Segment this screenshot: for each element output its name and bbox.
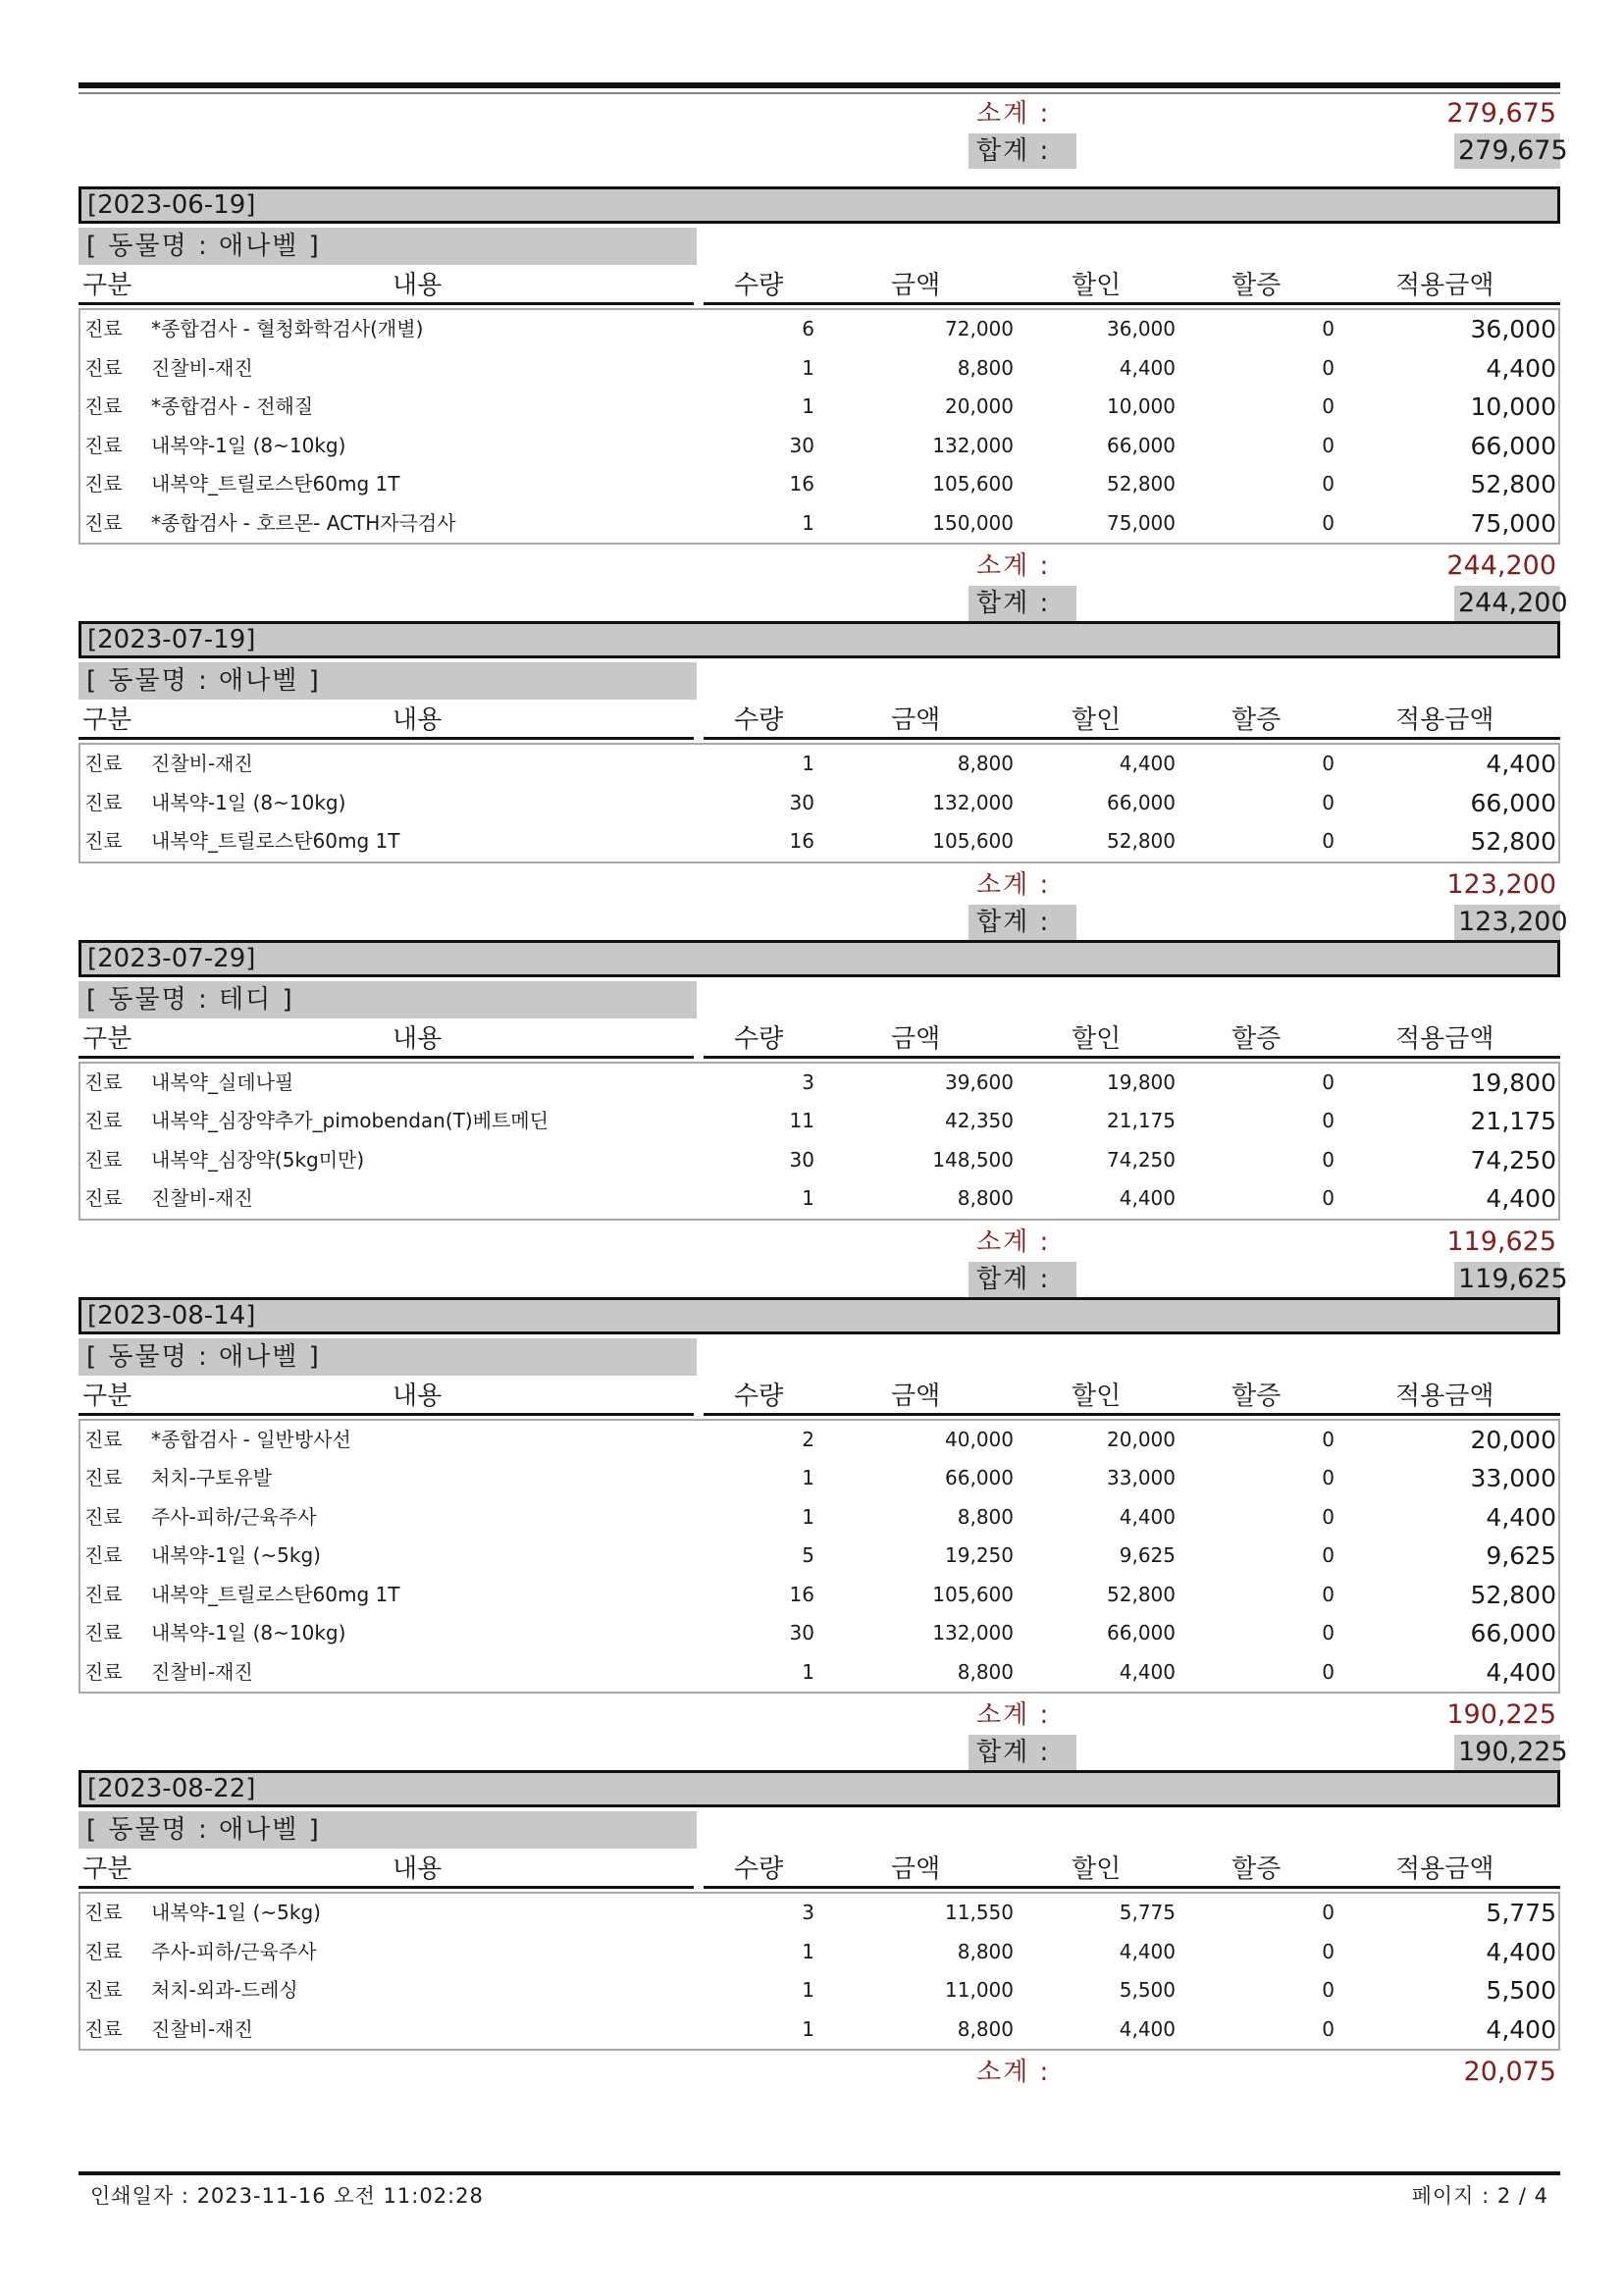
item-description: 주사-피하/근육주사	[151, 1939, 317, 1963]
item-quantity: 1	[802, 1659, 814, 1684]
item-surcharge: 0	[1322, 829, 1335, 853]
item-category: 진료	[84, 829, 123, 853]
item-description: 진찰비-재진	[151, 2016, 253, 2041]
header-applied: 적용금액	[1395, 271, 1494, 300]
header-amount: 금액	[891, 1023, 941, 1054]
item-quantity: 30	[789, 790, 814, 814]
header-discount: 할인	[1072, 705, 1122, 735]
item-discount: 4,400	[1119, 2016, 1176, 2041]
item-amount: 132,000	[932, 1621, 1014, 1644]
item-discount: 52,800	[1107, 472, 1176, 496]
item-amount: 8,800	[957, 1504, 1014, 1529]
header-applied: 적용금액	[1395, 705, 1494, 735]
section-totals	[79, 2051, 1560, 2092]
item-surcharge: 0	[1322, 752, 1335, 775]
item-surcharge: 0	[1322, 472, 1335, 496]
visit-section	[79, 1770, 1560, 2092]
header-rule	[79, 302, 694, 305]
table-row	[80, 784, 1558, 823]
item-description: 내복약_심장약(5kg미만)	[151, 1147, 365, 1172]
item-description: 처치-구토유발	[151, 1466, 273, 1489]
item-table	[79, 1892, 1560, 2051]
item-description: *종합검사 - 호르몬- ACTH자극검사	[151, 510, 456, 535]
visit-section	[79, 1297, 1568, 1773]
header-content: 내용	[393, 271, 443, 300]
table-row	[80, 310, 1558, 349]
item-discount: 4,400	[1119, 1504, 1176, 1529]
item-category: 진료	[84, 1582, 123, 1606]
table-row	[80, 1576, 1558, 1615]
item-surcharge: 0	[1322, 1901, 1335, 1924]
item-quantity: 6	[802, 317, 814, 340]
animal-name: [ 동물명 : 테디 ]	[79, 981, 697, 1018]
item-amount: 105,600	[932, 472, 1014, 496]
item-amount: 8,800	[957, 1186, 1014, 1210]
item-amount: 8,800	[957, 2016, 1014, 2041]
item-applied-amount: 19,800	[1470, 1068, 1556, 1097]
item-discount: 5,500	[1119, 1978, 1176, 2002]
item-description: *종합검사 - 전해질	[151, 394, 314, 418]
header-discount: 할인	[1072, 1381, 1122, 1411]
item-quantity: 5	[802, 1543, 814, 1567]
item-quantity: 1	[802, 1978, 814, 2002]
item-quantity: 16	[789, 829, 814, 853]
subtotal-label: 소계 :	[976, 1226, 1051, 1257]
item-category: 진료	[84, 355, 123, 380]
item-discount: 4,400	[1119, 1659, 1176, 1684]
subtotal-label: 소계 :	[976, 869, 1051, 900]
item-amount: 11,000	[945, 1978, 1014, 2002]
item-discount: 4,400	[1119, 1939, 1176, 1963]
item-discount: 20,000	[1107, 1427, 1176, 1451]
header-surcharge: 할증	[1231, 271, 1282, 300]
item-surcharge: 0	[1322, 1109, 1335, 1132]
header-applied: 적용금액	[1395, 1023, 1494, 1054]
total-value: 244,200	[1454, 586, 1560, 621]
item-quantity: 1	[802, 355, 814, 380]
top-rule	[79, 82, 1560, 88]
item-quantity: 2	[802, 1427, 814, 1451]
item-applied-amount: 74,250	[1470, 1145, 1556, 1174]
item-applied-amount: 4,400	[1486, 1502, 1556, 1532]
item-applied-amount: 10,000	[1470, 392, 1556, 421]
item-amount: 20,000	[945, 394, 1014, 418]
item-table	[79, 743, 1560, 863]
table-row	[80, 1459, 1558, 1498]
total-label: 합계 :	[969, 133, 1076, 169]
table-row	[80, 2010, 1558, 2050]
animal-name: [ 동물명 : 애나벨 ]	[79, 1338, 697, 1376]
visit-section	[79, 186, 1568, 623]
item-surcharge: 0	[1322, 1621, 1335, 1644]
item-description: *종합검사 - 혈청화학검사(개별)	[151, 317, 424, 340]
item-quantity: 1	[802, 510, 814, 535]
item-category: 진료	[84, 1939, 123, 1963]
subtotal-value: 279,675	[1446, 98, 1556, 129]
item-applied-amount: 5,500	[1486, 1976, 1556, 2005]
header-quantity: 수량	[734, 705, 784, 735]
item-applied-amount: 4,400	[1486, 353, 1556, 383]
item-quantity: 3	[802, 1901, 814, 1924]
header-content: 내용	[393, 705, 443, 735]
header-amount: 금액	[891, 705, 941, 735]
carry-over-totals	[79, 92, 1568, 171]
item-surcharge: 0	[1322, 1939, 1335, 1963]
item-discount: 5,775	[1119, 1901, 1176, 1924]
table-row	[80, 1537, 1558, 1576]
item-discount: 52,800	[1107, 1582, 1176, 1606]
section-totals	[79, 1221, 1568, 1299]
item-quantity: 1	[802, 1504, 814, 1529]
section-totals	[79, 545, 1568, 623]
item-quantity: 30	[789, 433, 814, 457]
item-description: 내복약-1일 (~5kg)	[151, 1543, 321, 1567]
item-category: 진료	[84, 790, 123, 814]
item-applied-amount: 4,400	[1486, 1657, 1556, 1687]
table-row	[80, 504, 1558, 544]
item-category: 진료	[84, 1109, 123, 1132]
item-table	[79, 1419, 1560, 1695]
item-discount: 4,400	[1119, 355, 1176, 380]
subtotal-value: 20,075	[1463, 2057, 1556, 2087]
column-header	[79, 1380, 1560, 1413]
item-quantity: 11	[789, 1109, 814, 1132]
subtotal-value: 190,225	[1446, 1699, 1556, 1730]
item-discount: 66,000	[1107, 790, 1176, 814]
item-description: 진찰비-재진	[151, 1186, 253, 1210]
page	[79, 0, 1568, 2296]
item-applied-amount: 20,000	[1470, 1425, 1556, 1454]
item-category: 진료	[84, 1901, 123, 1924]
item-category: 진료	[84, 433, 123, 457]
visit-date: [2023-07-19]	[79, 621, 1560, 658]
item-description: *종합검사 - 일반방사선	[151, 1427, 351, 1451]
total-label: 합계 :	[969, 905, 1076, 940]
item-category: 진료	[84, 1621, 123, 1644]
item-discount: 9,625	[1119, 1543, 1176, 1567]
header-rule	[704, 737, 1560, 740]
table-row	[80, 1179, 1558, 1219]
item-surcharge: 0	[1322, 1186, 1335, 1210]
table-row	[80, 1102, 1558, 1141]
item-category: 진료	[84, 1978, 123, 2002]
table-row	[80, 1894, 1558, 1933]
table-row	[80, 1614, 1558, 1653]
item-category: 진료	[84, 1070, 123, 1094]
item-discount: 66,000	[1107, 1621, 1176, 1644]
item-discount: 66,000	[1107, 433, 1176, 457]
table-row	[80, 465, 1558, 504]
subtotal-label: 소계 :	[976, 2058, 1051, 2087]
item-amount: 148,500	[932, 1147, 1014, 1172]
animal-name: [ 동물명 : 애나벨 ]	[79, 662, 697, 700]
total-value: 123,200	[1454, 905, 1560, 940]
item-surcharge: 0	[1322, 2016, 1335, 2041]
header-applied: 적용금액	[1395, 1854, 1494, 1884]
item-category: 진료	[84, 1543, 123, 1567]
item-surcharge: 0	[1322, 1659, 1335, 1684]
item-discount: 4,400	[1119, 752, 1176, 775]
item-surcharge: 0	[1322, 394, 1335, 418]
item-quantity: 30	[789, 1621, 814, 1644]
item-applied-amount: 75,000	[1470, 508, 1556, 538]
item-applied-amount: 4,400	[1486, 1937, 1556, 1966]
item-quantity: 16	[789, 472, 814, 496]
header-amount: 금액	[891, 271, 941, 300]
item-applied-amount: 52,800	[1470, 470, 1556, 498]
header-content: 내용	[393, 1854, 443, 1884]
item-quantity: 30	[789, 1147, 814, 1172]
item-description: 내복약_심장약추가_pimobendan(T)베트메딘	[151, 1109, 549, 1132]
item-amount: 8,800	[957, 1939, 1014, 1963]
item-surcharge: 0	[1322, 1582, 1335, 1606]
header-rule	[79, 1886, 694, 1889]
item-surcharge: 0	[1322, 1543, 1335, 1567]
item-discount: 75,000	[1107, 510, 1176, 535]
item-category: 진료	[84, 1659, 123, 1684]
table-row	[80, 822, 1558, 861]
item-category: 진료	[84, 1466, 123, 1489]
header-surcharge: 할증	[1231, 1381, 1282, 1411]
visit-date: [2023-07-29]	[79, 940, 1560, 977]
header-amount: 금액	[891, 1381, 941, 1411]
animal-name: [ 동물명 : 애나벨 ]	[79, 1811, 697, 1849]
header-rule	[79, 1413, 694, 1416]
item-category: 진료	[84, 2016, 123, 2041]
item-discount: 19,800	[1107, 1070, 1176, 1094]
table-row	[80, 349, 1558, 389]
item-surcharge: 0	[1322, 1147, 1335, 1172]
column-header	[79, 1852, 1560, 1886]
item-category: 진료	[84, 472, 123, 496]
header-content: 내용	[393, 1023, 443, 1054]
table-row	[80, 388, 1558, 427]
header-quantity: 수량	[734, 271, 784, 300]
subtotal-label: 소계 :	[976, 99, 1051, 129]
item-category: 진료	[84, 1186, 123, 1210]
item-category: 진료	[84, 1147, 123, 1172]
header-discount: 할인	[1072, 1854, 1122, 1884]
item-category: 진료	[84, 752, 123, 775]
item-applied-amount: 66,000	[1470, 1619, 1556, 1647]
item-quantity: 1	[802, 394, 814, 418]
item-surcharge: 0	[1322, 1466, 1335, 1489]
item-amount: 66,000	[945, 1466, 1014, 1489]
header-quantity: 수량	[734, 1023, 784, 1054]
header-quantity: 수량	[734, 1381, 784, 1411]
table-row	[80, 745, 1558, 784]
subtotal-label: 소계 :	[976, 1700, 1051, 1730]
item-quantity: 16	[789, 1582, 814, 1606]
header-rule	[79, 1056, 694, 1059]
item-quantity: 3	[802, 1070, 814, 1094]
item-description: 주사-피하/근육주사	[151, 1504, 317, 1529]
item-amount: 39,600	[945, 1070, 1014, 1094]
item-applied-amount: 21,175	[1470, 1107, 1556, 1135]
item-surcharge: 0	[1322, 1978, 1335, 2002]
print-date: 인쇄일자 : 2023-11-16 오전 11:02:28	[90, 2184, 484, 2208]
item-amount: 132,000	[932, 790, 1014, 814]
item-discount: 4,400	[1119, 1186, 1176, 1210]
item-quantity: 1	[802, 1466, 814, 1489]
total-value: 190,225	[1454, 1735, 1560, 1770]
item-discount: 21,175	[1107, 1109, 1176, 1132]
visit-date: [2023-08-22]	[79, 1770, 1560, 1807]
item-description: 내복약-1일 (8~10kg)	[151, 790, 346, 814]
item-description: 진찰비-재진	[151, 355, 253, 380]
section-totals	[79, 1694, 1568, 1772]
item-description: 처치-외과-드레싱	[151, 1978, 298, 2002]
total-label: 합계 :	[969, 1262, 1076, 1297]
item-applied-amount: 4,400	[1486, 750, 1556, 778]
visit-date: [2023-06-19]	[79, 186, 1560, 224]
header-category: 구분	[82, 1854, 132, 1884]
item-applied-amount: 52,800	[1470, 1580, 1556, 1609]
header-surcharge: 할증	[1231, 1854, 1282, 1884]
item-table	[79, 1062, 1560, 1221]
subtotal-value: 123,200	[1446, 868, 1556, 900]
item-applied-amount: 52,800	[1470, 827, 1556, 856]
item-description: 내복약_실데나필	[151, 1070, 294, 1094]
item-applied-amount: 4,400	[1486, 1184, 1556, 1213]
item-amount: 42,350	[945, 1109, 1014, 1132]
item-amount: 19,250	[945, 1543, 1014, 1567]
table-row	[80, 427, 1558, 466]
item-amount: 40,000	[945, 1427, 1014, 1451]
item-surcharge: 0	[1322, 790, 1335, 814]
item-quantity: 1	[802, 752, 814, 775]
item-quantity: 1	[802, 2016, 814, 2041]
total-label: 합계 :	[969, 586, 1076, 621]
item-surcharge: 0	[1322, 1504, 1335, 1529]
item-discount: 33,000	[1107, 1466, 1176, 1489]
item-amount: 105,600	[932, 829, 1014, 853]
item-surcharge: 0	[1322, 510, 1335, 535]
item-category: 진료	[84, 394, 123, 418]
footer-rule	[79, 2171, 1560, 2175]
column-header	[79, 1022, 1560, 1056]
item-category: 진료	[84, 510, 123, 535]
item-category: 진료	[84, 1427, 123, 1451]
item-applied-amount: 36,000	[1470, 315, 1556, 343]
table-row	[80, 1933, 1558, 1972]
item-amount: 132,000	[932, 433, 1014, 457]
column-header	[79, 704, 1560, 737]
subtotal-value: 119,625	[1446, 1226, 1556, 1257]
visit-section	[79, 940, 1568, 1299]
visit-sections	[79, 186, 1568, 2092]
header-rule	[704, 1886, 1560, 1889]
item-description: 진찰비-재진	[151, 752, 253, 775]
item-surcharge: 0	[1322, 1070, 1335, 1094]
header-rule	[704, 1056, 1560, 1059]
item-discount: 36,000	[1107, 317, 1176, 340]
item-discount: 74,250	[1107, 1147, 1176, 1172]
table-row	[80, 1653, 1558, 1693]
item-amount: 8,800	[957, 752, 1014, 775]
subtotal-value: 244,200	[1446, 550, 1556, 581]
header-category: 구분	[82, 1381, 132, 1411]
item-amount: 11,550	[945, 1901, 1014, 1924]
header-surcharge: 할증	[1231, 1023, 1282, 1054]
header-surcharge: 할증	[1231, 705, 1282, 735]
item-discount: 52,800	[1107, 829, 1176, 853]
item-applied-amount: 9,625	[1486, 1541, 1556, 1570]
item-category: 진료	[84, 317, 123, 340]
item-amount: 105,600	[932, 1582, 1014, 1606]
item-quantity: 1	[802, 1186, 814, 1210]
header-category: 구분	[82, 1023, 132, 1054]
item-description: 내복약-1일 (~5kg)	[151, 1901, 321, 1924]
header-discount: 할인	[1072, 271, 1122, 300]
header-discount: 할인	[1072, 1023, 1122, 1054]
item-quantity: 1	[802, 1939, 814, 1963]
item-description: 내복약_트릴로스탄60mg 1T	[151, 1582, 400, 1606]
table-row	[80, 1141, 1558, 1180]
header-rule	[704, 1413, 1560, 1416]
item-description: 내복약-1일 (8~10kg)	[151, 1621, 346, 1644]
item-amount: 72,000	[945, 317, 1014, 340]
header-applied: 적용금액	[1395, 1381, 1494, 1411]
header-amount: 금액	[891, 1854, 941, 1884]
item-applied-amount: 66,000	[1470, 788, 1556, 817]
item-discount: 10,000	[1107, 394, 1176, 418]
item-description: 진찰비-재진	[151, 1659, 253, 1684]
section-totals	[79, 863, 1568, 942]
header-rule	[704, 302, 1560, 305]
item-description: 내복약_트릴로스탄60mg 1T	[151, 829, 400, 853]
table-row	[80, 1064, 1558, 1103]
visit-date: [2023-08-14]	[79, 1297, 1560, 1334]
item-applied-amount: 4,400	[1486, 2014, 1556, 2044]
item-category: 진료	[84, 1504, 123, 1529]
item-amount: 8,800	[957, 1659, 1014, 1684]
page-number: 페이지 : 2 / 4	[1411, 2184, 1548, 2208]
table-row	[80, 1421, 1558, 1460]
item-applied-amount: 33,000	[1470, 1464, 1556, 1492]
item-amount: 8,800	[957, 355, 1014, 380]
table-row	[80, 1971, 1558, 2010]
header-category: 구분	[82, 271, 132, 300]
header-category: 구분	[82, 705, 132, 735]
header-content: 내용	[393, 1381, 443, 1411]
item-applied-amount: 5,775	[1486, 1899, 1556, 1927]
item-description: 내복약-1일 (8~10kg)	[151, 433, 346, 457]
table-row	[80, 1498, 1558, 1538]
total-value: 119,625	[1454, 1262, 1560, 1297]
total-label: 합계 :	[969, 1735, 1076, 1770]
item-surcharge: 0	[1322, 1427, 1335, 1451]
item-table	[79, 308, 1560, 545]
column-header	[79, 269, 1560, 302]
subtotal-label: 소계 :	[976, 551, 1051, 581]
header-rule	[79, 737, 694, 740]
header-quantity: 수량	[734, 1854, 784, 1884]
visit-section	[79, 621, 1568, 942]
item-applied-amount: 66,000	[1470, 431, 1556, 460]
animal-name: [ 동물명 : 애나벨 ]	[79, 228, 697, 265]
item-surcharge: 0	[1322, 355, 1335, 380]
item-amount: 150,000	[932, 510, 1014, 535]
item-description: 내복약_트릴로스탄60mg 1T	[151, 472, 400, 496]
item-surcharge: 0	[1322, 433, 1335, 457]
item-surcharge: 0	[1322, 317, 1335, 340]
total-value: 279,675	[1454, 133, 1560, 169]
